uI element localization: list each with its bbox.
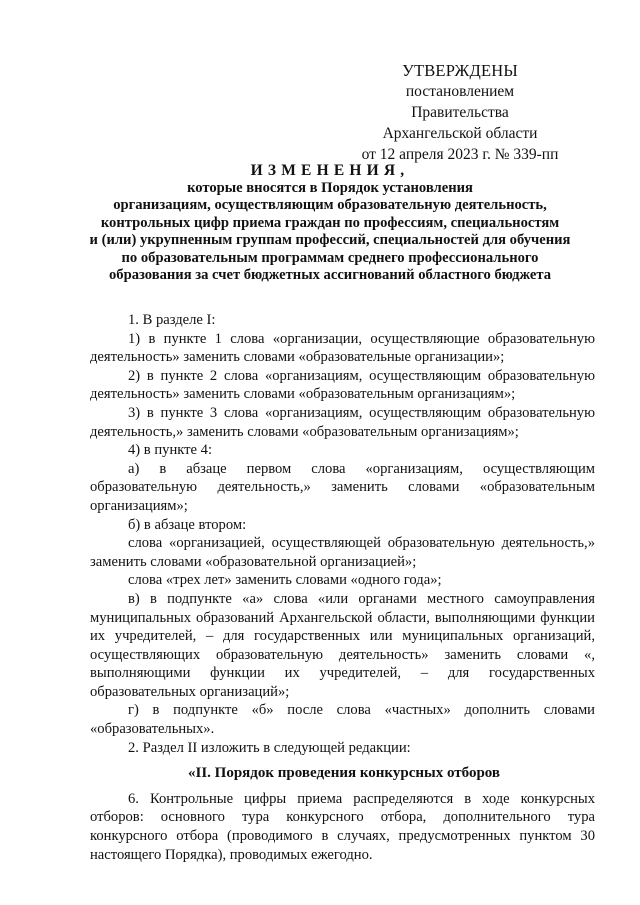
paragraph: б) в абзаце втором: (128, 516, 247, 533)
paragraph: 3) в пункте 3 слова «организациям, осуществляющим образовательную деятельность,» заменить словами «образовательным организациям»; (90, 404, 595, 440)
title-line-2: организациям, осуществляющим образовательную деятельность, (113, 197, 547, 214)
title-line-6: образования за счет бюджетных ассигнований областного бюджета (108, 267, 552, 284)
title-line-4: и (или) укрупненным группам профессий, специальностей для обучения (89, 232, 571, 249)
paragraph: 2) в пункте 2 слова «организациям, осуществляющим образовательную деятельность» заменить словами «образовательным организациям»; (90, 367, 595, 403)
paragraph: слова «организацией, осуществляющей образовательную деятельность,» заменить словами «образовательной организацией»; (90, 535, 595, 570)
approval-block (360, 60, 560, 165)
paragraph: а) в абзаце первом слова «организациям, осуществляющим образовательную деятельность,» заменить словами «образовательным организациям»; (90, 460, 595, 514)
paragraph: г) в подпункте «б» после слова «частных» дополнить словами «образовательных». (90, 702, 595, 738)
approval-line-1: постановлением Правительства (405, 83, 515, 121)
paragraph: 2. Раздел II изложить в следующей редакции: (128, 739, 411, 756)
approval-line-2: Архангельской области (382, 125, 538, 142)
title-main: ИЗМЕНЕНИЯ, (250, 162, 410, 179)
document-title (80, 161, 580, 284)
paragraph: в) в подпункте «а» слова «или органами местного самоуправления муниципальных образований Архангельской области, выполняющими функции их учредителей, – для государственных или муниципальных организаций, осуществляющих образовательную деятельность» заменить словами «, выполняющими функции их учредителей, – для государственных образовательных организаций»; (90, 590, 595, 700)
title-line-1: которые вносятся в Порядок установления (187, 180, 473, 196)
paragraph: 4) в пункте 4: (128, 442, 213, 459)
title-line-3: контрольных цифр приема граждан по профессиям, специальностям (100, 214, 560, 231)
approval-line-3: от 12 апреля 2023 г. № 339-пп (361, 146, 559, 163)
document-body (90, 311, 595, 864)
section-heading: «II. Порядок проведения конкурсных отборов (188, 765, 501, 782)
approval-heading: УТВЕРЖДЕНЫ (402, 61, 518, 80)
paragraph: 1. В разделе I: (128, 312, 216, 328)
paragraph: 1) в пункте 1 слова «организации, осуществляющие образовательную деятельность» заменить словами «образовательные организации»; (90, 330, 595, 366)
paragraph: слова «трех лет» заменить словами «одного года»; (128, 572, 442, 589)
title-line-5: по образовательным программам среднего профессионального (121, 249, 539, 266)
section-paragraph: 6. Контрольные цифры приема распределяются в ходе конкурсных отборов: основного тура конкурсного отбора, дополнительного тура конкурсного отбора (проводимого в случаях, предусмотренных пунктом 30 настоящего Порядка), проводимых ежегодно. (90, 790, 595, 863)
